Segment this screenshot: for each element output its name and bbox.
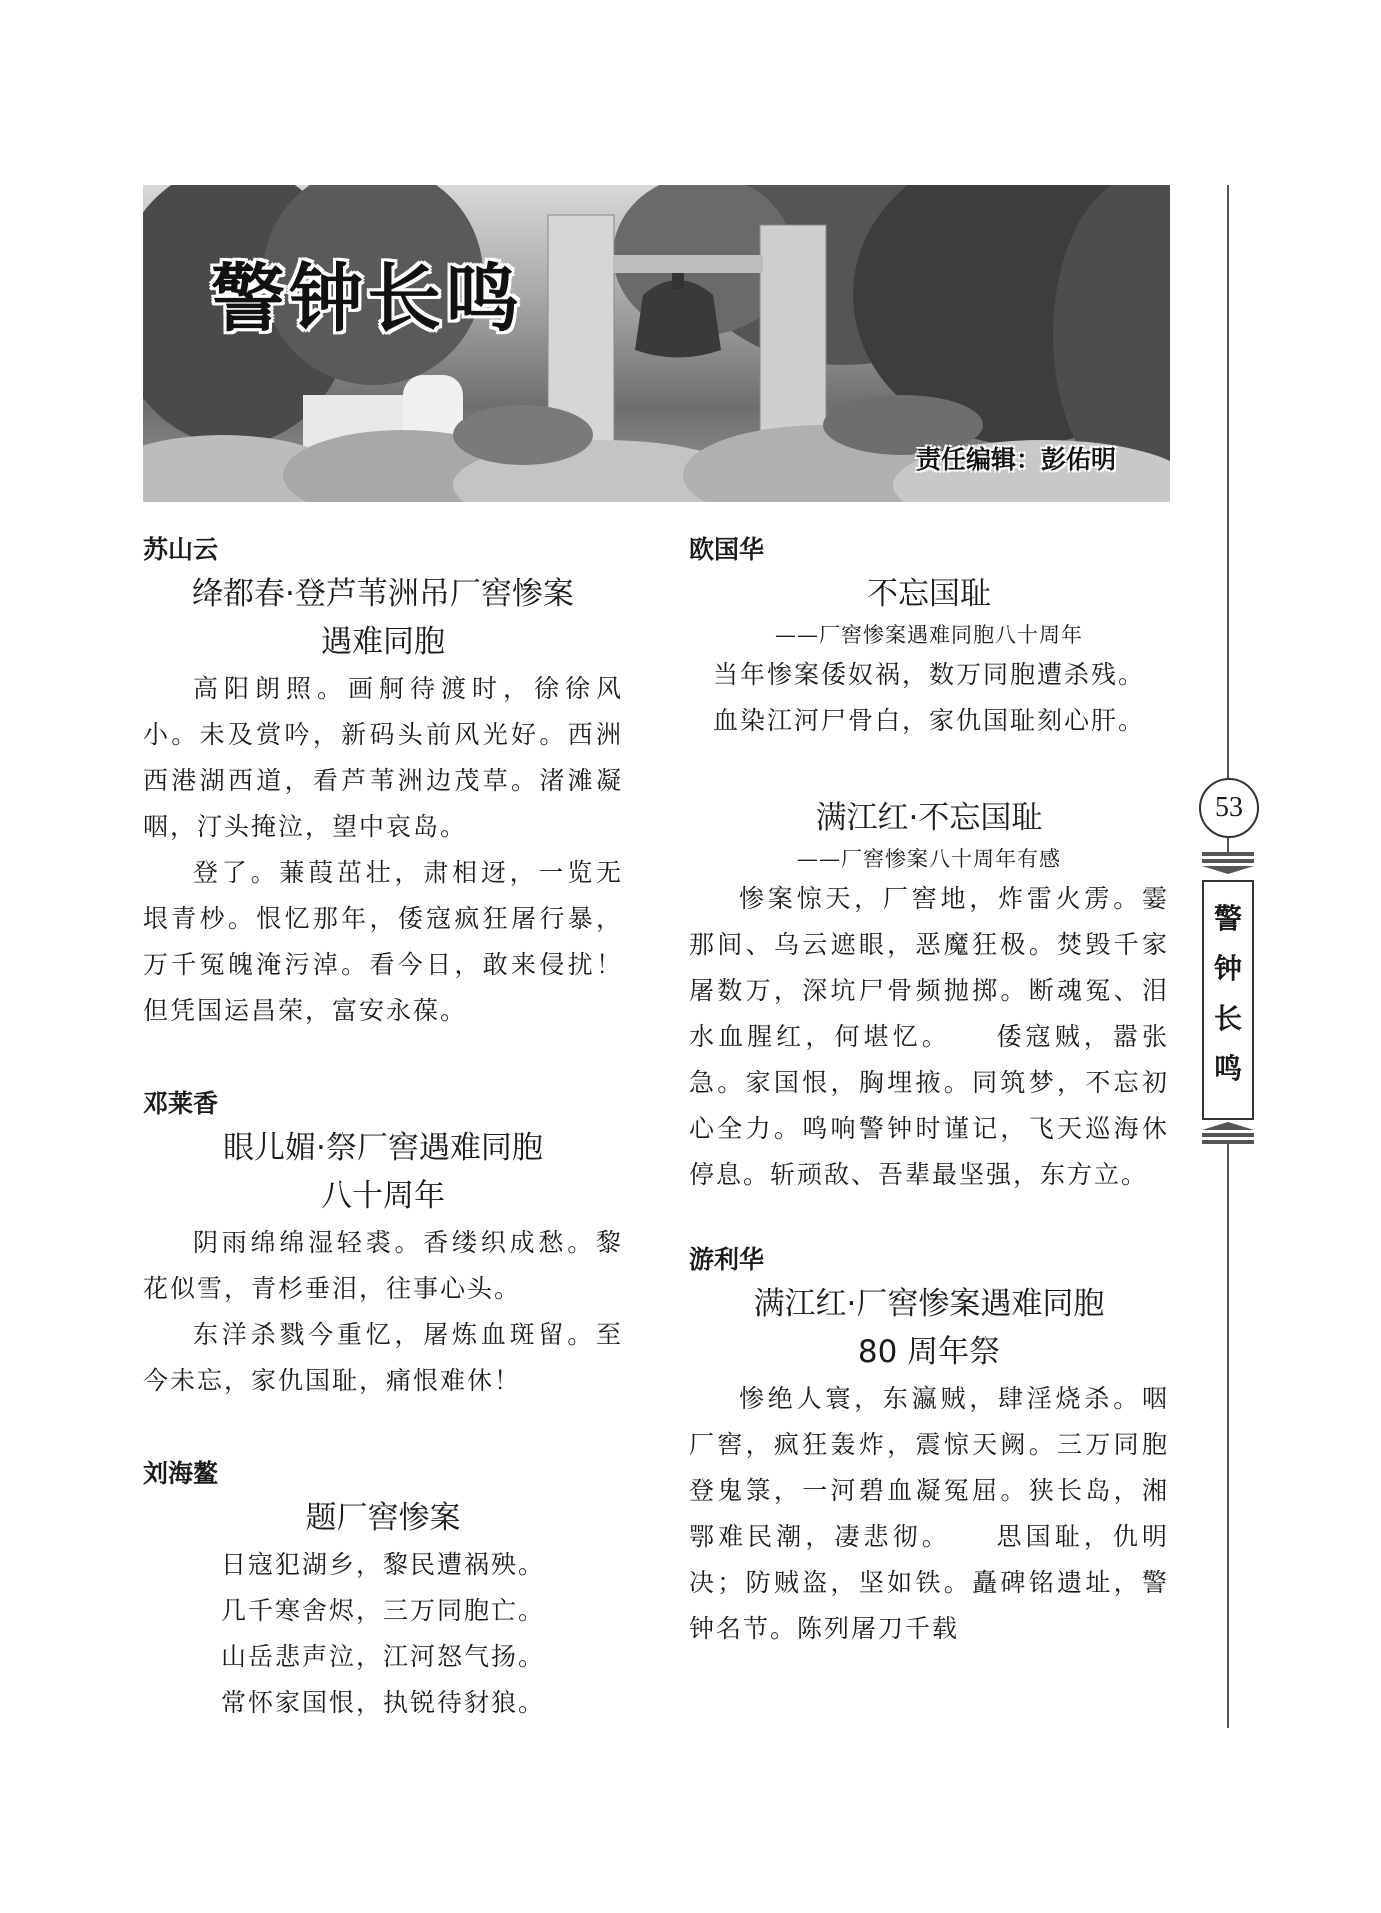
tab-top-ornament: [1202, 852, 1254, 874]
poem-article: [689, 530, 1169, 744]
poem-paragraph: 登了。蒹葭茁壮，肃相迓，一览无垠青杪。恨忆那年，倭寇疯狂屠行暴，万千冤魄淹污淖。看今日，敢来侵扰！但凭国运昌荣，富安永葆。: [143, 858, 623, 1025]
responsible-editor: 责任编辑：彭佑明: [915, 445, 1116, 474]
poem-verse: 常怀家国恨，执锐待豺狼。: [220, 1688, 545, 1717]
poem-author: 游利华: [689, 1245, 765, 1274]
tab-label: 警钟长鸣: [1213, 902, 1242, 1085]
poem-author: 刘海鳌: [143, 1459, 219, 1488]
poem-title: 满江红·不忘国耻: [815, 800, 1043, 836]
left-column: [143, 530, 623, 1726]
poem-article: [689, 1240, 1169, 1652]
poem-verse: 山岳悲声泣，江河怒气扬。: [220, 1642, 545, 1671]
poem-author: 邓莱香: [143, 1089, 219, 1118]
poem-title-continued: 80 周年祭: [857, 1334, 1001, 1370]
poem-author: 苏山云: [143, 535, 219, 564]
side-section-tab: [1202, 852, 1254, 1144]
poem-article: [143, 530, 623, 1034]
poem-title: 满江红·厂窖惨案遇难同胞: [753, 1286, 1105, 1322]
poem-verse: 血染江河尸骨白，家仇国耻刻心肝。: [712, 706, 1145, 735]
poem-title: 眼儿媚·祭厂窖遇难同胞: [223, 1130, 543, 1166]
poem-title-continued: 遇难同胞: [321, 624, 445, 660]
poem-title: 绛都春·登芦苇洲吊厂窖惨案: [192, 576, 574, 612]
poem-title-continued: 八十周年: [321, 1178, 445, 1214]
poem-paragraph: 惨绝人寰，东瀛贼，肆淫烧杀。咽厂窖，疯狂轰炸，震惊天阙。三万同胞登鬼箓，一河碧血凝冤屈。狭长岛，湘鄂难民潮，凄悲彻。 思国耻，仇明决；防贼盗，坚如铁。矗碑铭遗址，警钟名节。陈列屠刀千载: [689, 1384, 1169, 1643]
poem-subtitle: ——厂窖惨案八十周年有感: [797, 847, 1061, 871]
poem-verse: 几千寒舍烬，三万同胞亡。: [220, 1596, 545, 1625]
poem-title: 不忘国耻: [867, 576, 991, 612]
header-banner: [143, 185, 1170, 502]
poem-paragraph: 东洋杀戮今重忆，屠炼血斑留。至今未忘，家仇国耻，痛恨难休！: [143, 1320, 623, 1395]
right-column: [689, 530, 1169, 1652]
poem-paragraph: 高阳朗照。画舸待渡时，徐徐风小。未及赏吟，新码头前风光好。西洲西港湖西道，看芦苇洲边茂草。渚滩凝咽，汀头掩泣，望中哀岛。: [143, 674, 623, 841]
poem-subtitle: ——厂窖惨案遇难同胞八十周年: [775, 623, 1083, 647]
poem-article: [689, 794, 1169, 1198]
tab-bottom-ornament: [1202, 1122, 1254, 1144]
poem-paragraph: 惨案惊天，厂窖地，炸雷火雳。霎那间、乌云遮眼，恶魔狂极。焚毁千家屠数万，深坑尸骨频抛掷。断魂冤、泪水血腥红，何堪忆。 倭寇贼，嚣张急。家国恨，胸埋掖。同筑梦，不忘初心全力。鸣响警钟时谨记，飞天巡海休停息。斩顽敌、吾辈最坚强，东方立。: [689, 884, 1169, 1189]
poem-verse: 当年惨案倭奴祸，数万同胞遭杀残。: [712, 660, 1145, 689]
poem-article: [143, 1084, 623, 1404]
poem-title: 题厂窖惨案: [305, 1500, 461, 1536]
poem-author: 欧国华: [689, 535, 765, 564]
poem-article: [143, 1454, 623, 1726]
page-number: 53: [1199, 778, 1259, 838]
margin-rule-top: [1227, 185, 1229, 778]
banner-title: 警钟长鸣: [211, 256, 523, 342]
margin-rule-bottom: [1227, 1144, 1229, 1728]
poem-paragraph: 阴雨绵绵湿轻裘。香缕织成愁。黎花似雪，青杉垂泪，往事心头。: [143, 1228, 623, 1303]
poem-verse: 日寇犯湖乡，黎民遭祸殃。: [220, 1550, 545, 1579]
